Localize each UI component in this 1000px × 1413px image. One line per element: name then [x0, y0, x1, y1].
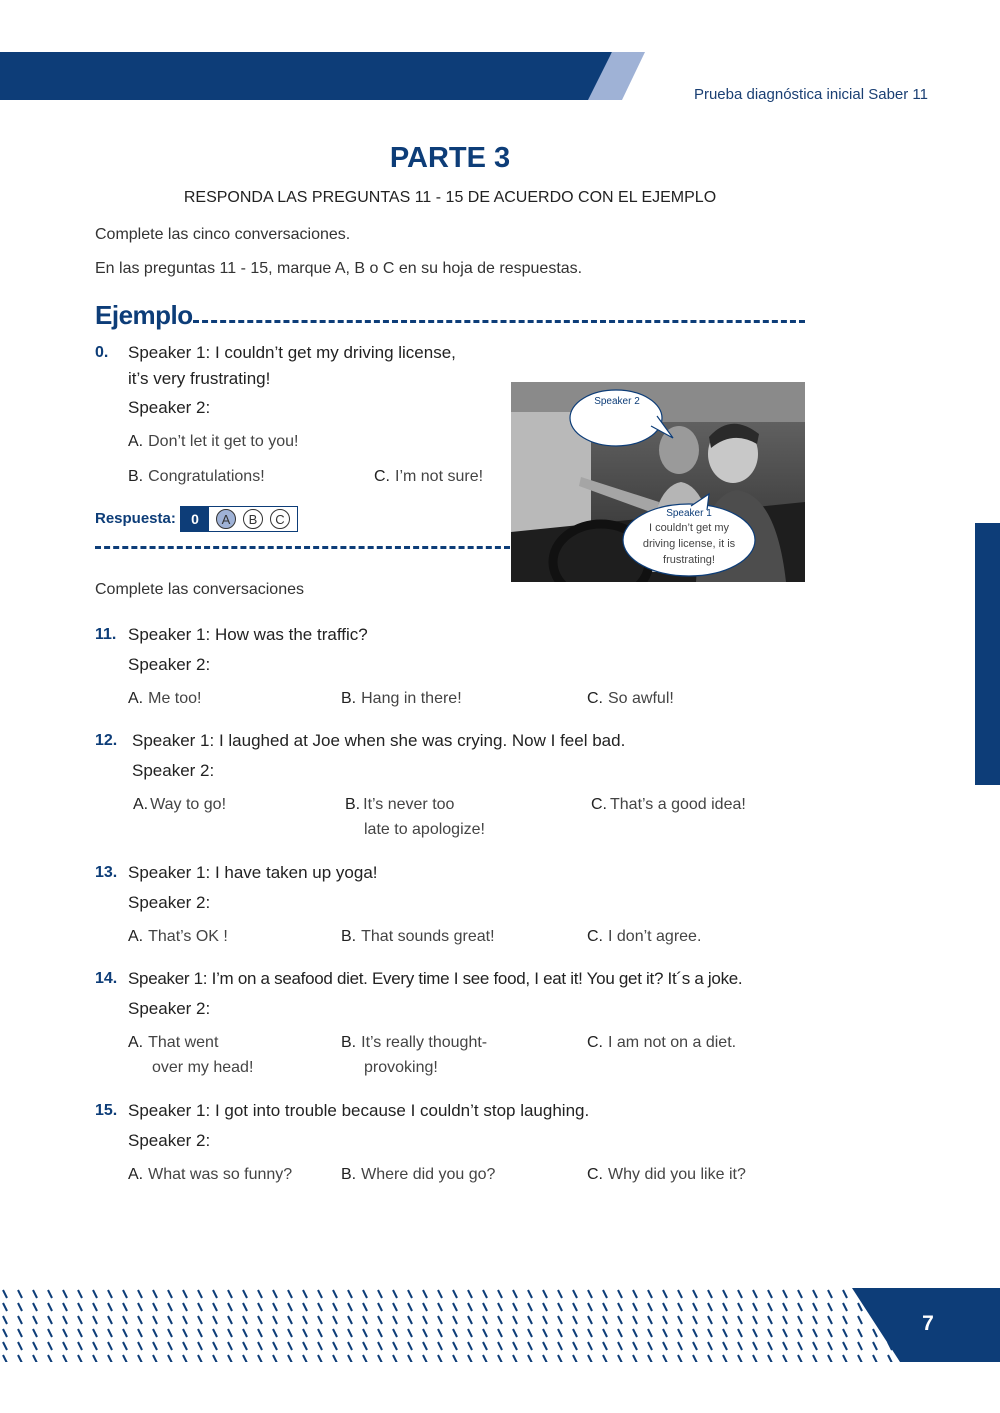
- speaker1-bubble-text: [623, 520, 755, 568]
- q15-option-b[interactable]: [341, 1166, 495, 1184]
- section-instruction: RESPONDA LAS PREGUNTAS 11 - 15 DE ACUERDO CON EL EJEMPLO: [183, 189, 717, 206]
- example-speaker1-line1: Speaker 1: I couldn’t get my driving license,: [128, 343, 456, 362]
- header-band: [0, 52, 645, 100]
- option-text: Me too!: [148, 690, 202, 707]
- complete-label: Complete las conversaciones: [95, 581, 304, 598]
- speaker2-bubble: Speaker 2: [594, 396, 640, 407]
- option-text: That’s OK !: [148, 928, 228, 945]
- q15-option-a[interactable]: [128, 1166, 292, 1184]
- option-text: I am not on a diet.: [608, 1034, 737, 1051]
- q13-option-a[interactable]: [128, 928, 228, 946]
- question-prompt: Speaker 1: I laughed at Joe when she was crying. Now I feel bad.: [132, 731, 626, 750]
- q12-option-a[interactable]: [133, 796, 226, 814]
- q11-option-b[interactable]: [341, 690, 462, 708]
- question-prompt: Speaker 1: I’m on a seafood diet. Every time I see food, I eat it! You get it? It´s a joke.: [128, 969, 743, 988]
- page-title: PARTE 3: [389, 142, 511, 174]
- option-letter: B.: [128, 468, 144, 485]
- option-text: Way to go!: [150, 796, 227, 813]
- option-text: That’s a good idea!: [610, 796, 746, 813]
- answer-bubble-b[interactable]: B: [243, 509, 263, 529]
- option-letter: A.: [128, 433, 144, 450]
- question-speaker2: Speaker 2:: [128, 655, 211, 674]
- example-number: 0.: [95, 344, 109, 361]
- intro-text-1: Complete las cinco conversaciones.: [95, 226, 351, 243]
- q14-option-c[interactable]: [587, 1034, 736, 1052]
- bubble-line: I couldn’t get my: [648, 522, 730, 534]
- option-letter: C.: [587, 690, 603, 707]
- option-text: It’s never too: [363, 796, 455, 813]
- option-letter: B.: [341, 1034, 357, 1051]
- option-text: I’m not sure!: [395, 468, 484, 485]
- option-letter: C.: [587, 928, 603, 945]
- question-speaker2: Speaker 2:: [128, 999, 211, 1018]
- question-number: 15.: [95, 1102, 118, 1119]
- option-text: That went: [148, 1034, 219, 1051]
- option-letter: C.: [374, 468, 390, 485]
- divider-top: [193, 320, 805, 323]
- example-option-a: [128, 433, 298, 451]
- option-text: Hang in there!: [361, 690, 462, 707]
- intro-text-2: En las preguntas 11 - 15, marque A, B o C en su hoja de respuestas.: [95, 260, 583, 277]
- divider-bottom: [95, 546, 510, 549]
- option-letter: A.: [133, 796, 149, 813]
- q12-option-b[interactable]: [345, 796, 454, 814]
- option-text: Don’t let it get to you!: [148, 433, 299, 450]
- option-letter: C.: [587, 1034, 603, 1051]
- option-letter: B.: [341, 690, 357, 707]
- option-letter: C.: [591, 796, 607, 813]
- bubble-line: driving license, it is: [642, 538, 736, 550]
- option-letter: B.: [341, 1166, 357, 1183]
- q14-option-b-line2: provoking!: [364, 1059, 438, 1076]
- answer-bubble-c[interactable]: C: [270, 509, 290, 529]
- example-speaker1-line2: it’s very frustrating!: [128, 369, 271, 388]
- option-text: So awful!: [608, 690, 674, 707]
- question-speaker2: Speaker 2:: [128, 1131, 211, 1150]
- answer-label: Respuesta:: [95, 510, 176, 527]
- side-tab: [975, 523, 1000, 785]
- example-heading: Ejemplo: [95, 300, 193, 330]
- option-text: I don’t agree.: [608, 928, 702, 945]
- option-letter: A.: [128, 690, 144, 707]
- header-title: Prueba diagnóstica inicial Saber 11: [693, 86, 928, 103]
- question-number: 13.: [95, 864, 118, 881]
- question-speaker2: Speaker 2:: [128, 893, 211, 912]
- q15-option-c[interactable]: [587, 1166, 746, 1184]
- q13-option-b[interactable]: [341, 928, 495, 946]
- question-prompt: Speaker 1: How was the traffic?: [128, 625, 368, 644]
- answer-bubble-a-selected[interactable]: A: [216, 509, 236, 529]
- q14-option-b[interactable]: [341, 1034, 487, 1052]
- option-letter: A.: [128, 1166, 144, 1183]
- page-number: 7: [922, 1312, 934, 1335]
- question-number: 11.: [95, 626, 117, 643]
- q14-option-a-line2: over my head!: [152, 1059, 254, 1076]
- q11-option-a[interactable]: [128, 690, 201, 708]
- question-prompt: Speaker 1: I have taken up yoga!: [128, 863, 378, 882]
- option-text: Where did you go?: [361, 1166, 496, 1183]
- footer-pattern: [0, 1288, 900, 1362]
- question-number: 12.: [95, 732, 118, 749]
- example-option-b: [128, 468, 265, 486]
- example-option-c: [374, 468, 483, 486]
- option-text: That sounds great!: [361, 928, 495, 945]
- option-text: What was so funny?: [148, 1166, 293, 1183]
- question-speaker2: Speaker 2:: [132, 761, 215, 780]
- q14-option-a[interactable]: [128, 1034, 218, 1052]
- option-letter: A.: [128, 928, 144, 945]
- answer-number: 0: [181, 507, 209, 531]
- option-letter: B.: [341, 928, 357, 945]
- q12-option-c[interactable]: [591, 796, 746, 814]
- speaker1-bubble-title: Speaker 1: [666, 508, 712, 519]
- option-letter: A.: [128, 1034, 144, 1051]
- question-prompt: Speaker 1: I got into trouble because I couldn’t stop laughing.: [128, 1101, 590, 1120]
- question-number: 14.: [95, 970, 118, 987]
- bubble-line: frustrating!: [663, 554, 715, 566]
- q11-option-c[interactable]: [587, 690, 674, 708]
- option-text: Why did you like it?: [608, 1166, 746, 1183]
- option-letter: C.: [587, 1166, 603, 1183]
- option-text: It’s really thought-: [361, 1034, 488, 1051]
- option-text: Congratulations!: [148, 468, 265, 485]
- option-letter: B.: [345, 796, 361, 813]
- q12-option-b-line2: late to apologize!: [364, 821, 485, 838]
- car-driving-photo: [511, 382, 805, 582]
- q13-option-c[interactable]: [587, 928, 701, 946]
- example-speaker2: Speaker 2:: [128, 398, 211, 417]
